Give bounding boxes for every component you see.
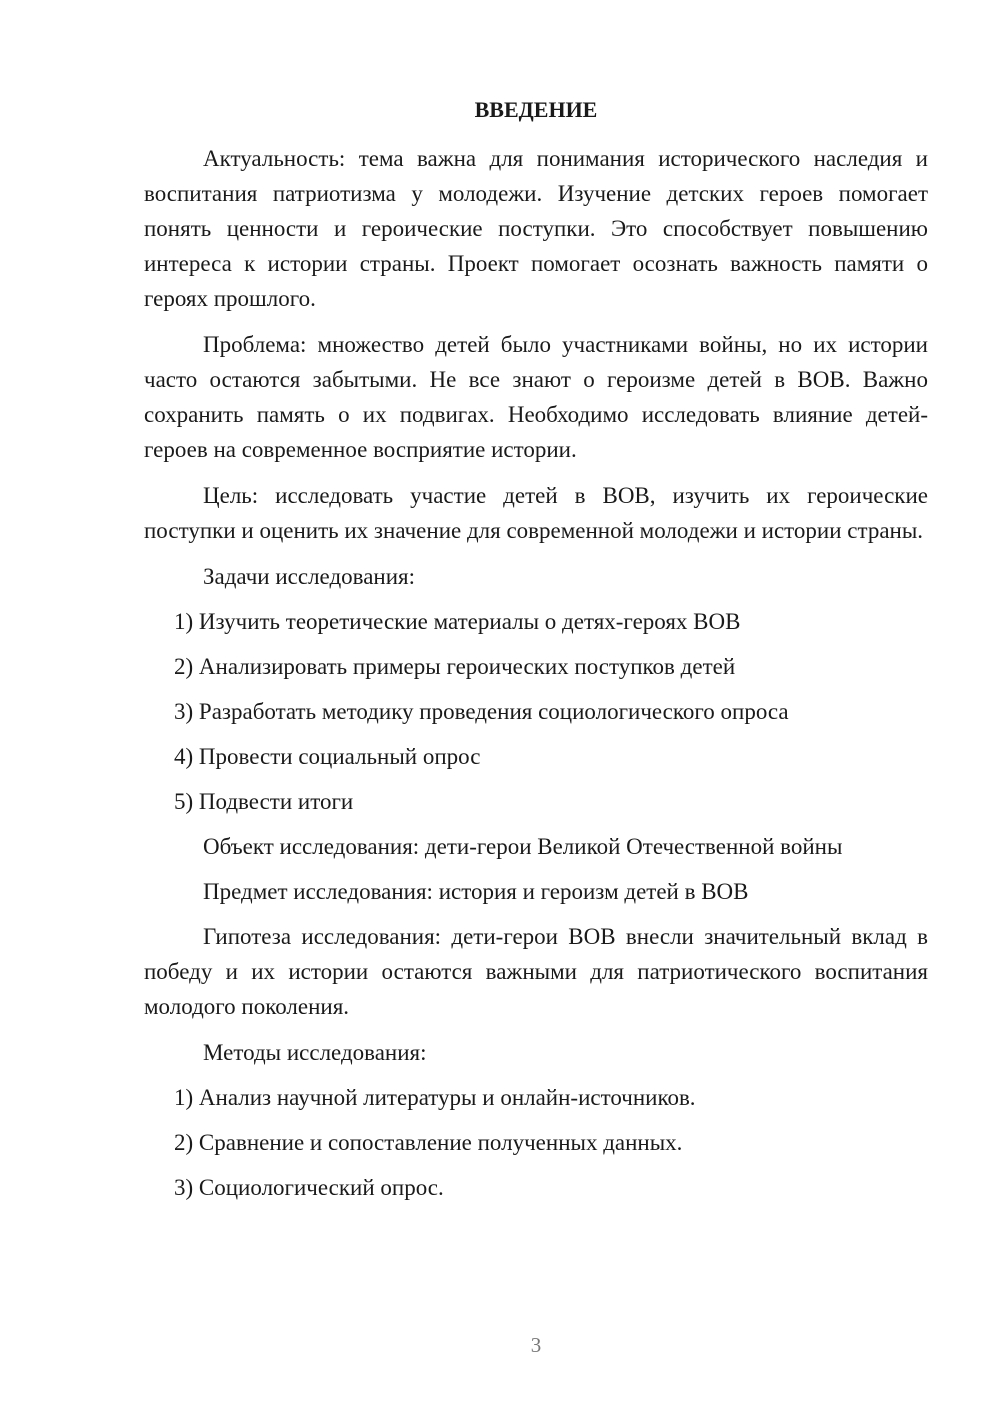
methods-heading: Методы исследования: [203, 1040, 427, 1065]
task-item: 5) Подвести итоги [174, 789, 354, 814]
research-object: Объект исследования: дети-герои Великой Отечественной войны [203, 834, 843, 859]
task-item: 2) Анализировать примеры героических поступков детей [174, 654, 736, 679]
task-item: 1) Изучить теоретические материалы о детях-героях ВОВ [174, 609, 741, 634]
method-item: 1) Анализ научной литературы и онлайн-источников. [174, 1085, 696, 1110]
page-number: 3 [530, 1333, 542, 1357]
task-item: 3) Разработать методику проведения социологического опроса [174, 699, 789, 724]
relevance-paragraph: Актуальность: тема важна для понимания исторического наследия и воспитания патриотизма у молодежи. Изучение детских героев помогает понять ценности и героические поступки. Это способствует повышению интереса к истории страны. Проект помогает осознать важность памяти о героях прошлого. [144, 146, 928, 311]
section-title: ВВЕДЕНИЕ [474, 97, 598, 122]
problem-paragraph: Проблема: множество детей было участниками войны, но их истории часто остаются забытыми. Не все знают о героизме детей в ВОВ. Важно сохранить память о их подвигах. Необходимо исследовать влияние детей-героев на современное восприятие истории. [144, 332, 928, 462]
page-content [144, 94, 928, 1215]
goal-paragraph: Цель: исследовать участие детей в ВОВ, изучить их героические поступки и оценить их значение для современной молодежи и истории страны. [144, 483, 928, 543]
task-item: 4) Провести социальный опрос [174, 744, 481, 769]
tasks-heading: Задачи исследования: [203, 564, 416, 589]
hypothesis-paragraph: Гипотеза исследования: дети-герои ВОВ внесли значительный вклад в победу и их истории остаются важными для патриотического воспитания молодого поколения. [144, 924, 928, 1019]
research-subject: Предмет исследования: история и героизм детей в ВОВ [203, 879, 749, 904]
method-item: 3) Социологический опрос. [174, 1175, 444, 1200]
method-item: 2) Сравнение и сопоставление полученных данных. [174, 1130, 683, 1155]
